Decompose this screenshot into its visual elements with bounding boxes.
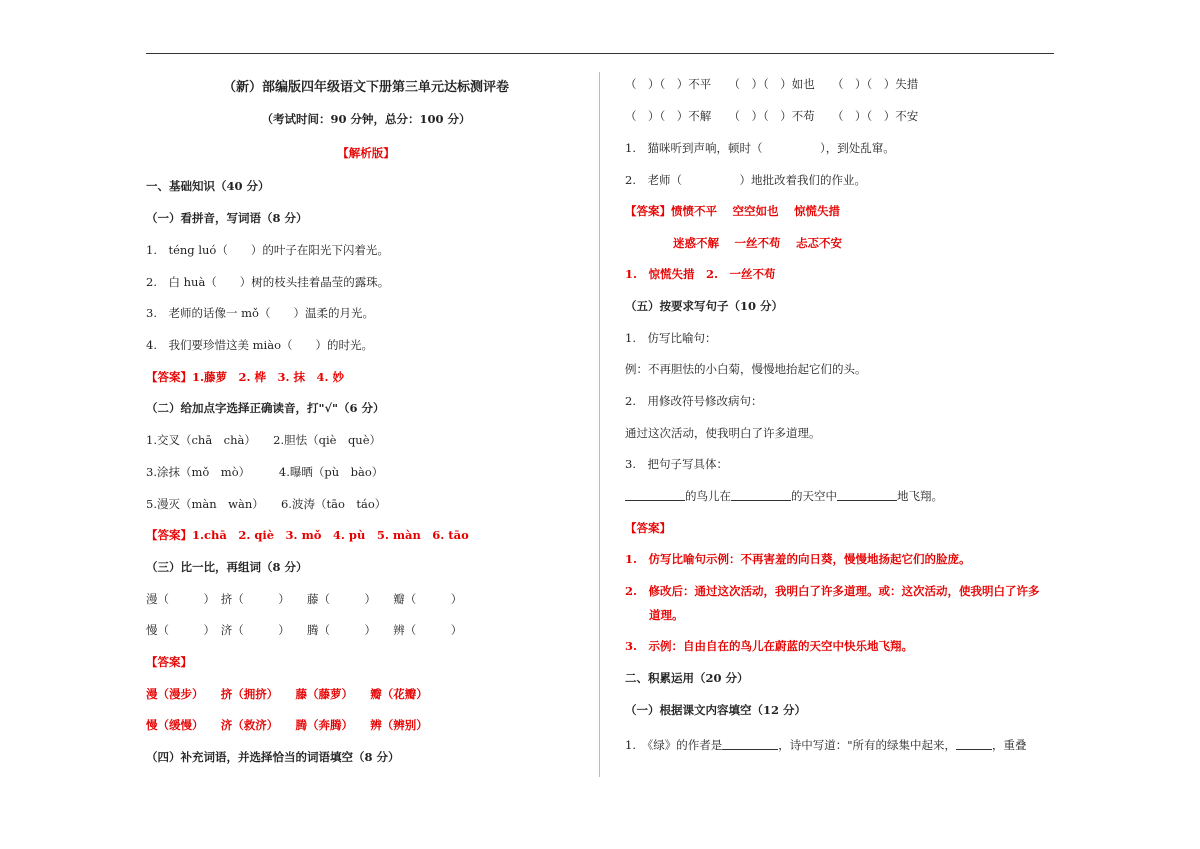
- s5-answer-2-line-2: 道理。: [649, 608, 684, 622]
- header-rule: [146, 53, 1054, 54]
- s5-faulty-sentence: 通过这次活动，使我明白了许多道理。: [625, 426, 821, 440]
- s6-question-1: 1. 《绿》的作者是 ，诗中写道："所有的绿集中起来， ，重叠: [625, 738, 1027, 752]
- s5-answer-label: 【答案】: [625, 521, 671, 535]
- s4-answer-2: 迷惑不解 一丝不苟 忐忑不安: [673, 236, 843, 250]
- s5-example: 例：不再胆怯的小白菊，慢慢地抬起它们的头。: [625, 362, 867, 376]
- s3-row-1: 漫（ ） 挤（ ） 藤（ ） 瓣（ ）: [146, 592, 463, 606]
- blank-line: [837, 488, 897, 501]
- s5-fill-sentence: 的鸟儿在 的天空中 地飞翔。: [625, 488, 943, 504]
- s2-answer: 【答案】1.chā 2. qiè 3. mǒ 4. pù 5. màn 6. tāo: [146, 528, 469, 542]
- blank-line: [625, 488, 685, 501]
- section5-heading: （五）按要求写句子（10 分）: [625, 299, 784, 313]
- s2-row-1: 1.交叉（chā chà） 2.胆怯（qiè què）: [146, 433, 382, 447]
- section2-heading: （二）给加点字选择正确读音，打"√"（6 分）: [146, 401, 385, 415]
- blank-line: [731, 488, 791, 501]
- part2-heading: 二、积累运用（20 分）: [625, 671, 749, 685]
- paper-title: （新）部编版四年级语文下册第三单元达标测评卷: [222, 80, 509, 95]
- s1-question-1: 1. téng luó（ ）的叶子在阳光下闪着光。: [146, 243, 389, 257]
- analysis-tag: 【解析版】: [337, 146, 395, 160]
- column-divider: [599, 72, 600, 777]
- s1-question-4: 4. 我们要珍惜这美 miào（ ）的时光。: [146, 338, 373, 352]
- blank-line: [956, 737, 992, 750]
- s2-row-2: 3.涂抹（mǒ mò） 4.曝晒（pù bào）: [146, 465, 384, 479]
- s1-question-2: 2. 白 huà（ ）树的枝头挂着晶莹的露珠。: [146, 275, 390, 289]
- part1-heading: 一、基础知识（40 分）: [146, 179, 270, 193]
- section6-heading: （一）根据课文内容填空（12 分）: [625, 703, 807, 717]
- s5-answer-2-line-1: 2. 修改后：通过这次活动，我明白了许多道理。或：这次活动，使我明白了许多: [625, 584, 1040, 598]
- section1-heading: （一）看拼音，写词语（8 分）: [146, 211, 308, 225]
- s1-answer: 【答案】1.藤萝 2. 桦 3. 抹 4. 妙: [146, 370, 345, 384]
- s5-question-1: 1. 仿写比喻句：: [625, 331, 717, 345]
- idiom-row-1: （ ）（ ）不平 （ ）（ ）如也 （ ）（ ）失措: [625, 77, 919, 91]
- section3-heading: （三）比一比，再组词（8 分）: [146, 560, 308, 574]
- s5-question-2: 2. 用修改符号修改病句：: [625, 394, 763, 408]
- exam-info: （考试时间：90 分钟，总分：100 分）: [261, 112, 471, 126]
- s4-question-2: 2. 老师（ ）地批改着我们的作业。: [625, 173, 866, 187]
- s5-answer-3: 3. 示例：自由自在的鸟儿在蔚蓝的天空中快乐地飞翔。: [625, 639, 914, 653]
- section4-heading: （四）补充词语，并选择恰当的词语填空（8 分）: [146, 750, 400, 764]
- idiom-row-2: （ ）（ ）不解 （ ）（ ）不苟 （ ）（ ）不安: [625, 109, 919, 123]
- blank-line: [722, 737, 778, 750]
- s4-answer-1: 【答案】愤愤不平 空空如也 惊慌失措: [625, 204, 841, 218]
- s3-answer-label: 【答案】: [146, 655, 192, 669]
- s2-row-3: 5.漫灭（màn wàn） 6.波涛（tāo táo）: [146, 497, 387, 511]
- s4-answer-3: 1. 惊慌失措 2. 一丝不苟: [625, 267, 776, 281]
- s1-question-3: 3. 老师的话像一 mǒ（ ）温柔的月光。: [146, 306, 374, 320]
- s3-row-2: 慢（ ） 济（ ） 腾（ ） 辨（ ）: [146, 623, 463, 637]
- s5-answer-1: 1. 仿写比喻句示例：不再害羞的向日葵，慢慢地扬起它们的脸庞。: [625, 552, 971, 566]
- s3-answer-row-1: 漫（漫步） 挤（拥挤） 藤（藤萝） 瓣（花瓣）: [146, 687, 428, 701]
- s5-question-3: 3. 把句子写具体：: [625, 457, 728, 471]
- s4-question-1: 1. 猫咪听到声响，顿时（ ），到处乱窜。: [625, 141, 895, 155]
- s3-answer-row-2: 慢（缓慢） 济（救济） 腾（奔腾） 辨（辨别）: [146, 718, 428, 732]
